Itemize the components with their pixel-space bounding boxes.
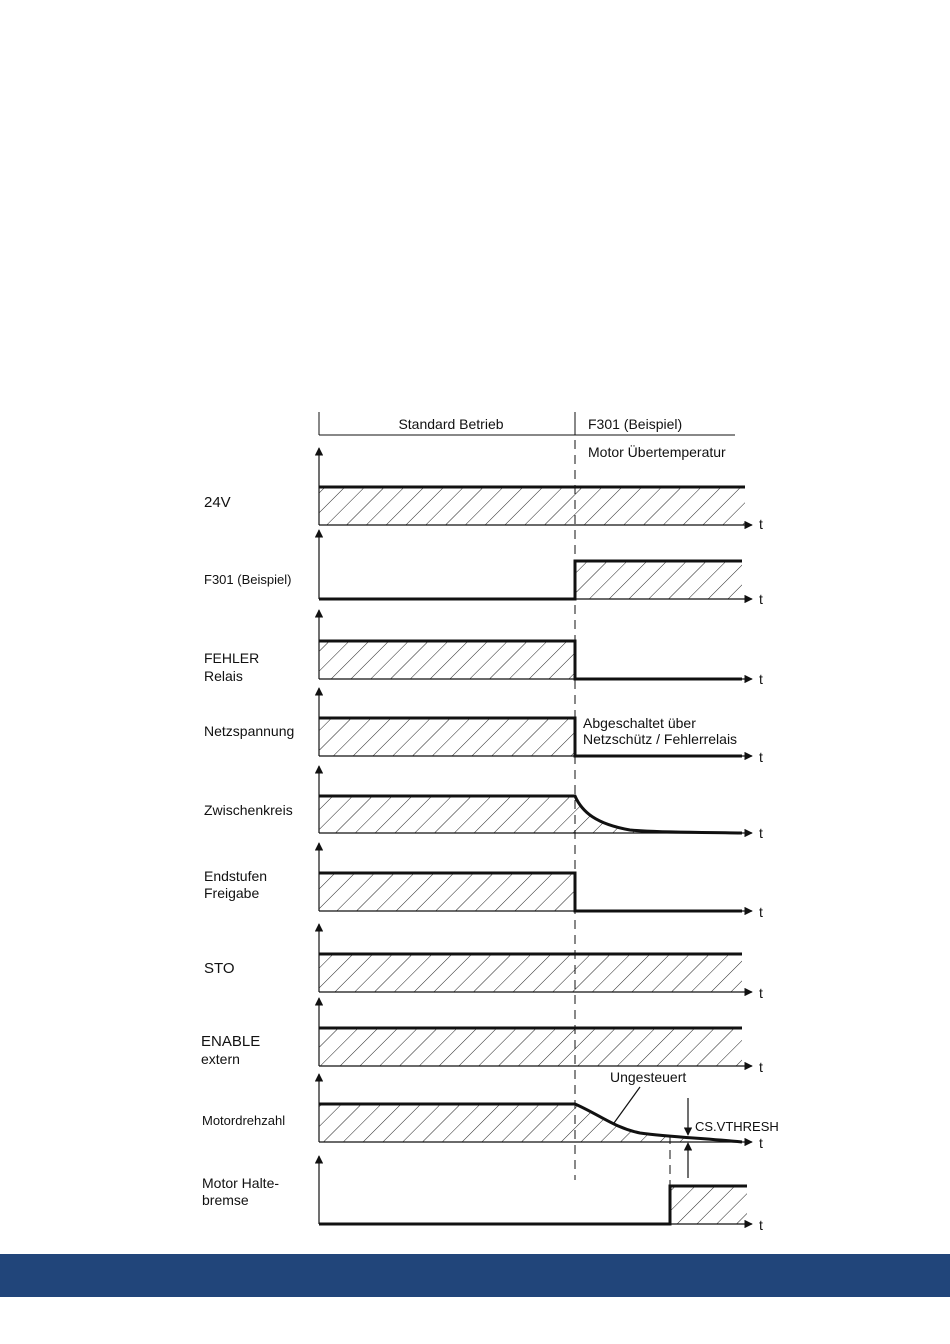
- signal-label-motordrehzahl: Motordrehzahl: [202, 1113, 286, 1128]
- signal-label-24v: 24V: [204, 494, 231, 511]
- signal-label-endstufen-2: Freigabe: [204, 885, 260, 901]
- hatch-24v: [319, 487, 745, 525]
- signal-label-bremse-1: Motor Halte-: [202, 1175, 280, 1191]
- signal-label-f301: F301 (Beispiel): [204, 572, 292, 587]
- hatch-motordrehzahl: [319, 1104, 690, 1142]
- hatch-sto: [319, 954, 742, 992]
- hatch-fehler: [319, 641, 575, 679]
- signal-label-fehler-2: Relais: [204, 668, 243, 684]
- signal-label-netz: Netzspannung: [204, 723, 295, 739]
- signal-enable-extern: [201, 998, 763, 1075]
- fault-label: F301 (Beispiel): [588, 416, 683, 432]
- signal-sto: [204, 924, 763, 1001]
- signal-label-enable-1: ENABLE: [201, 1033, 261, 1050]
- time-label-sto: t: [759, 985, 763, 1001]
- signal-label-fehler-1: FEHLER: [204, 650, 260, 666]
- footer-band: [0, 1254, 950, 1297]
- header: [319, 412, 735, 460]
- hatch-netz: [319, 718, 575, 756]
- time-label-fehler: t: [759, 671, 763, 687]
- netz-annotation-line2: Netzschütz / Fehlerrelais: [583, 731, 738, 747]
- time-label-endstufen: t: [759, 904, 763, 920]
- time-label-enable: t: [759, 1059, 763, 1075]
- signal-f301: [204, 530, 763, 607]
- signal-zwischenkreis: [204, 766, 763, 841]
- time-label-24v: t: [759, 516, 763, 532]
- hatch-zwischenkreis: [319, 796, 660, 833]
- signal-motor-haltebremse: [202, 1156, 763, 1233]
- time-label-zwischenkreis: t: [759, 825, 763, 841]
- signal-endstufen-freigabe: [204, 843, 763, 920]
- netz-annotation-line1: Abgeschaltet über: [583, 715, 696, 731]
- signal-label-bremse-2: bremse: [202, 1192, 249, 1208]
- standard-betrieb-label: Standard Betrieb: [398, 416, 504, 432]
- signal-netzspannung: [204, 688, 763, 765]
- signal-fehler-relais: [204, 610, 763, 687]
- ungesteuert-label: Ungesteuert: [610, 1069, 687, 1085]
- signal-label-zwischenkreis: Zwischenkreis: [204, 802, 293, 818]
- hatch-f301: [575, 561, 742, 599]
- time-label-f301: t: [759, 591, 763, 607]
- time-label-bremse: t: [759, 1217, 763, 1233]
- hatch-bremse: [670, 1186, 747, 1224]
- signal-label-endstufen-1: Endstufen: [204, 868, 268, 884]
- signal-label-enable-2: extern: [201, 1051, 240, 1067]
- vthresh-label: CS.VTHRESH: [695, 1119, 779, 1134]
- hatch-enable: [319, 1028, 742, 1066]
- ungesteuert-leader: [614, 1087, 640, 1123]
- signal-label-sto: STO: [204, 960, 235, 977]
- fault-description: Motor Übertemperatur: [588, 444, 726, 460]
- hatch-endstufen: [319, 873, 575, 911]
- time-label-netz: t: [759, 749, 763, 765]
- signal-motordrehzahl: [202, 1069, 779, 1178]
- signal-24v: [204, 448, 763, 532]
- time-label-motordrehzahl: t: [759, 1135, 763, 1151]
